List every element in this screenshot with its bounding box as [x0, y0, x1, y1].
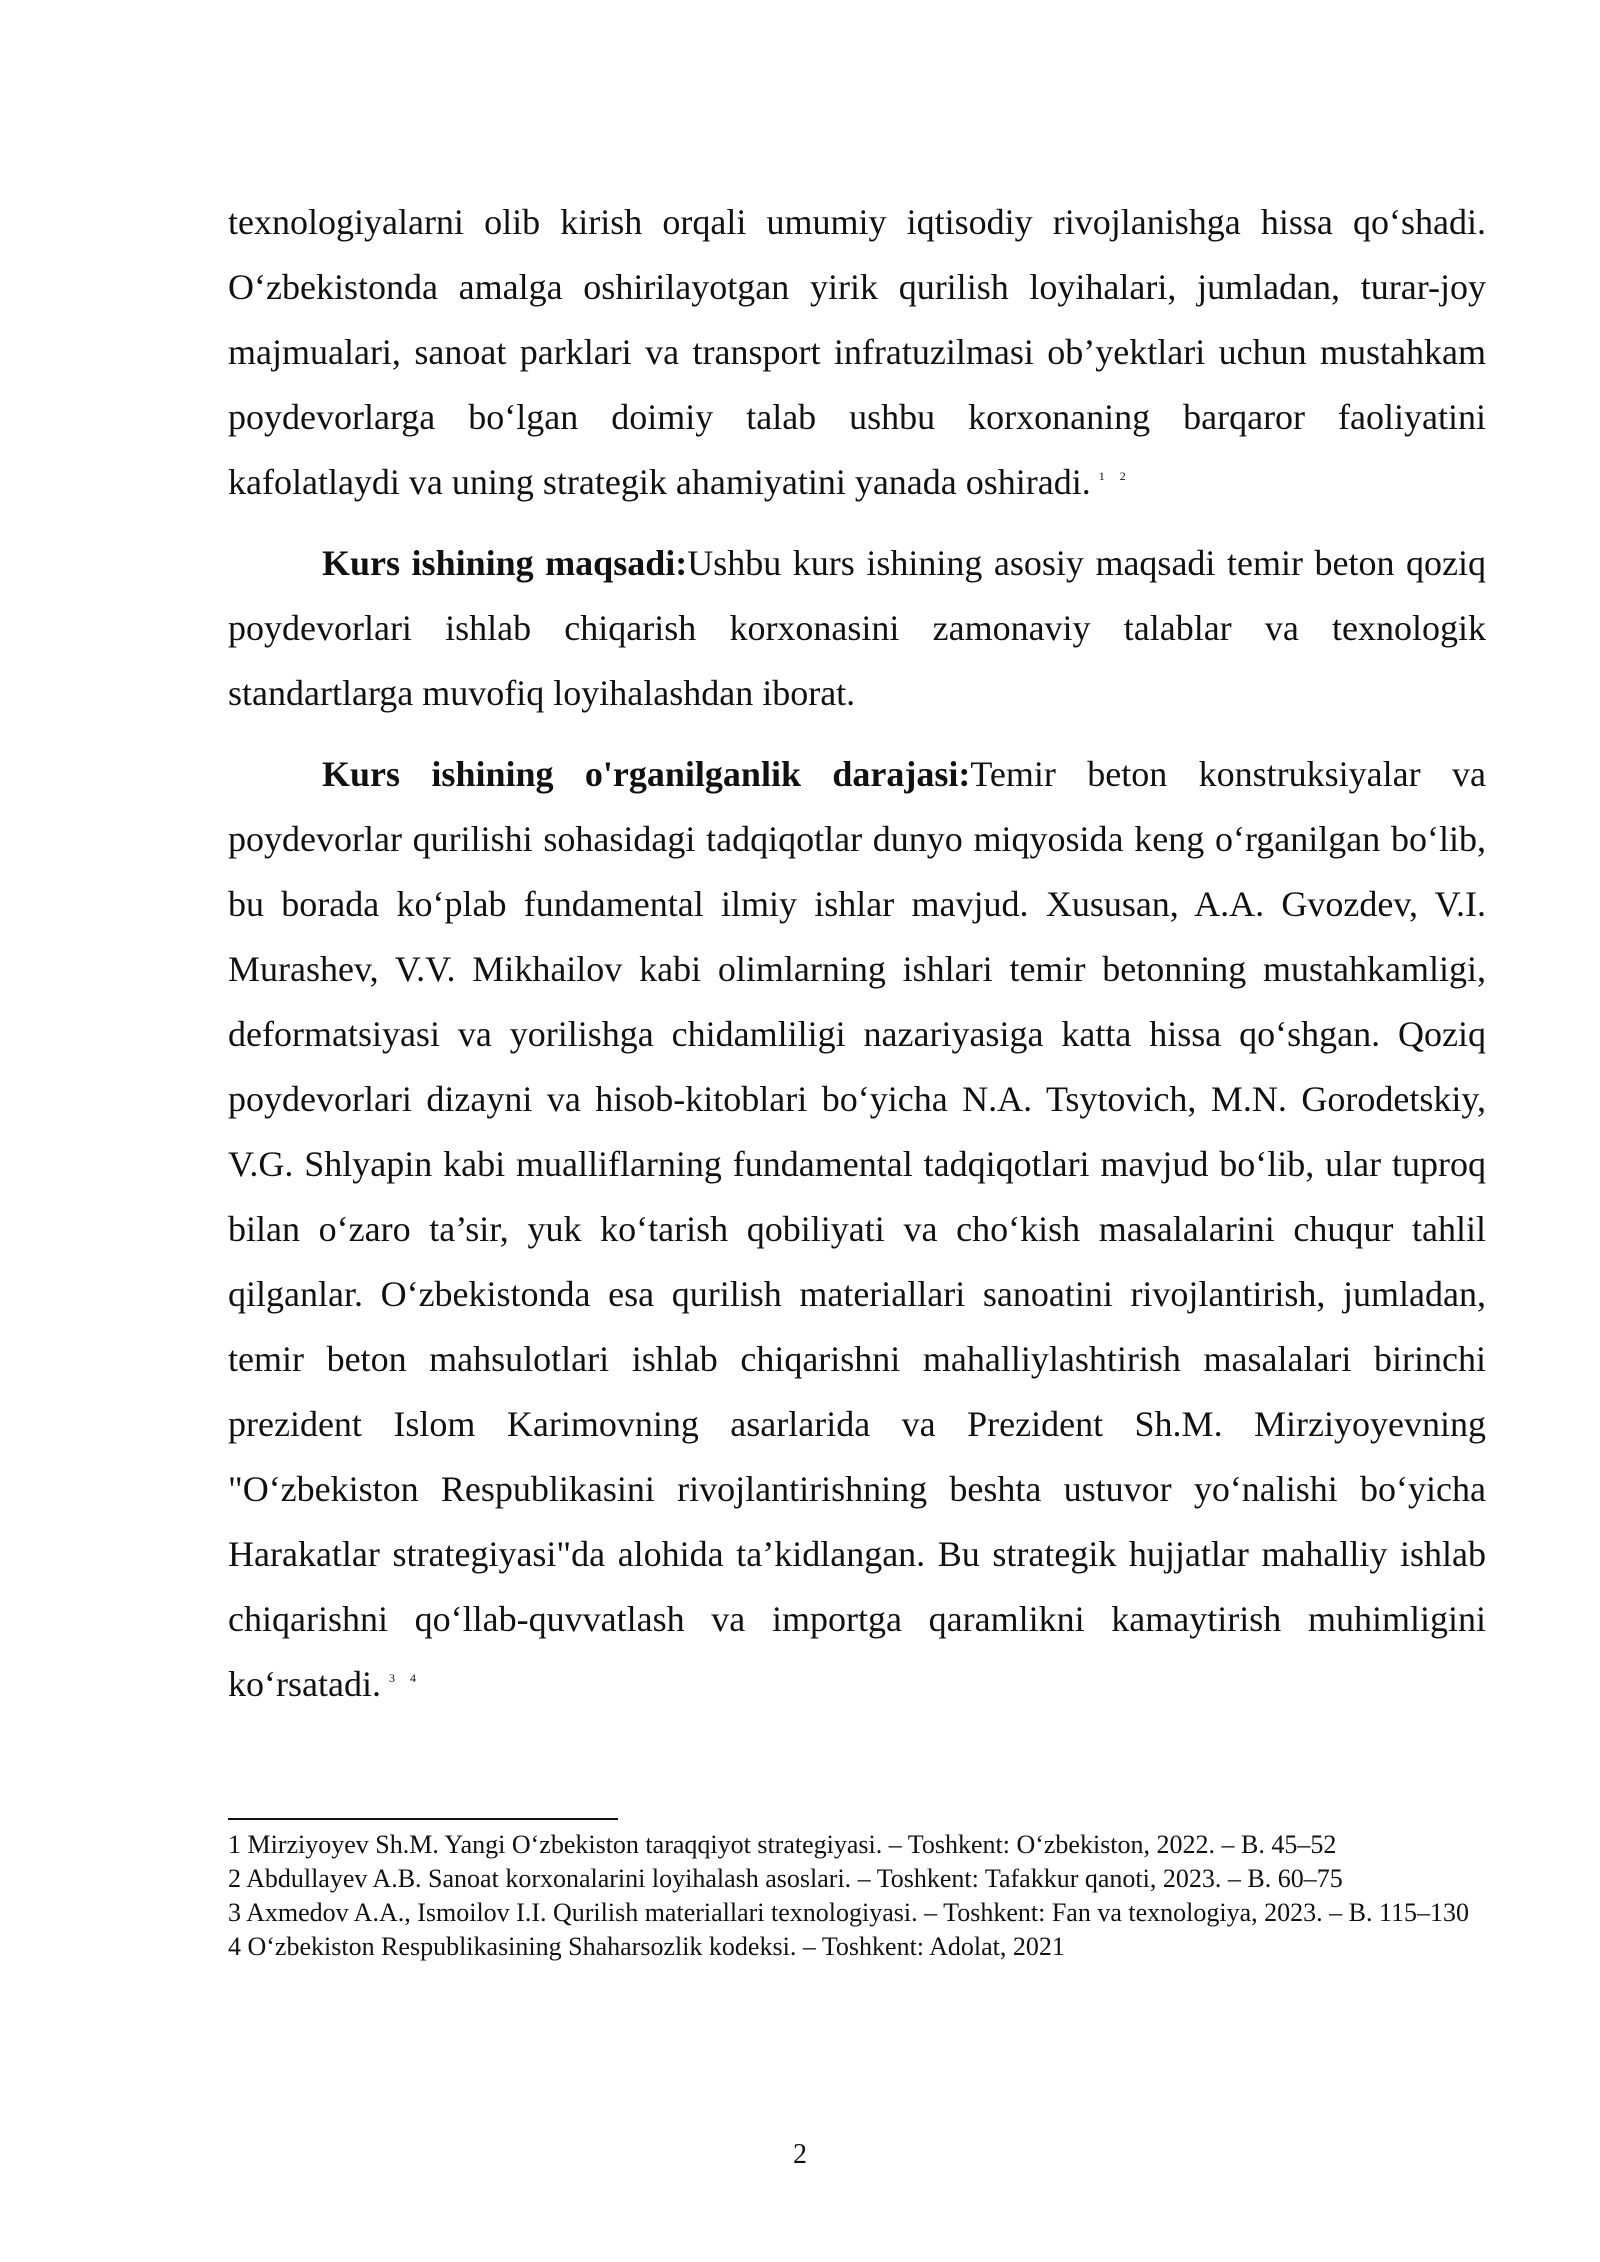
page-number: 2 [793, 2139, 807, 2170]
footnotes [228, 1828, 1486, 1964]
footnote-4: 4 O‘zbekiston Respublikasining Shaharsozlik kodeksi. – Toshkent: Adolat, 2021 [228, 1932, 1065, 1961]
footnote-1: 1 Mirziyoyev Sh.M. Yangi O‘zbekiston taraqqiyot strategiyasi. – Toshkent: O‘zbekiston, 2022. – B. 45–52 [228, 1830, 1337, 1859]
paragraph-text: texnologiyalarni olib kirish orqali umumiy iqtisodiy rivojlanishga hissa qo‘shadi. O‘zbekistonda amalga oshirilayotgan yirik qurilish loyihalari, jumladan, turar-joy majmualari, sanoat parklari va transport infratuzilmasi ob’yektlari uchun mustahkam poydevorlarga bo‘lgan doimiy talab ushbu korxonaning barqaror faoliyatini kafolatlaydi va uning strategik ahamiyatini yanada oshiradi. [228, 202, 1486, 502]
footnote-3: 3 Axmedov A.A., Ismoilov I.I. Qurilish materiallari texnologiyasi. – Toshkent: Fan va texnologiya, 2023. – B. 115–130 [228, 1898, 1469, 1927]
document-body [228, 190, 1486, 1717]
footnote-references: 1 2 [1098, 469, 1132, 483]
paragraph-text: Temir beton konstruksiyalar va poydevorlar qurilishi sohasidagi tadqiqotlar dunyo miqyosida keng o‘rganilgan bo‘lib, bu borada ko‘plab fundamental ilmiy ishlar mavjud. Xususan, A.A. Gvozdev, V.I. Murashev, V.V. Mikhailov kabi olimlarning ishlari temir betonning mustahkamligi, deformatsiyasi va yorilishga chidamliligi nazariyasiga katta hissa qo‘shgan. Qoziq poydevorlari dizayni va hisob-kitoblari bo‘yicha N.A. Tsytovich, M.N. Gorodetskiy, V.G. Shlyapin kabi mualliflarning fundamental tadqiqotlari mavjud bo‘lib, ular tuproq bilan o‘zaro ta’sir, yuk ko‘tarish qobiliyati va cho‘kish masalalarini chuqur tahlil qilganlar. O‘zbekistonda esa qurilish materiallari sanoatini rivojlantirish, jumladan, temir beton mahsulotlari ishlab chiqarishni mahalliylashtirish masalalari birinchi prezident Islom Karimovning asarlarida va Prezident Sh.M. Mirziyoyevning "O‘zbekiston Respublikasini rivojlantirishning beshta ustuvor yo‘nalishi bo‘yicha Harakatlar strategiyasi"da alohida ta’kidlangan. Bu strategik hujjatlar mahalliy ishlab chiqarishni qo‘llab-quvvatlash va importga qaramlikni kamaytirish muhimligini ko‘rsatadi. [228, 754, 1486, 1704]
paragraph-study-level [228, 742, 1486, 1717]
section-heading-study-level: Kurs ishining o'rganilganlik darajasi: [322, 754, 971, 794]
paragraph-intro-continuation [228, 190, 1486, 515]
footnote-references: 3 4 [388, 1671, 422, 1685]
footnote-2: 2 Abdullayev A.B. Sanoat korxonalarini loyihalash asoslari. – Toshkent: Tafakkur qanoti, 2023. – B. 60–75 [228, 1864, 1343, 1893]
paragraph-course-goal [228, 531, 1486, 726]
footnote-separator [228, 1818, 618, 1820]
section-heading-goal: Kurs ishining maqsadi: [322, 543, 688, 583]
paragraph-text: Ushbu kurs ishining asosiy maqsadi temir beton qoziq poydevorlari ishlab chiqarish korxonasini zamonaviy talablar va texnologik standartlarga muvofiq loyihalashdan iborat. [228, 543, 1487, 713]
